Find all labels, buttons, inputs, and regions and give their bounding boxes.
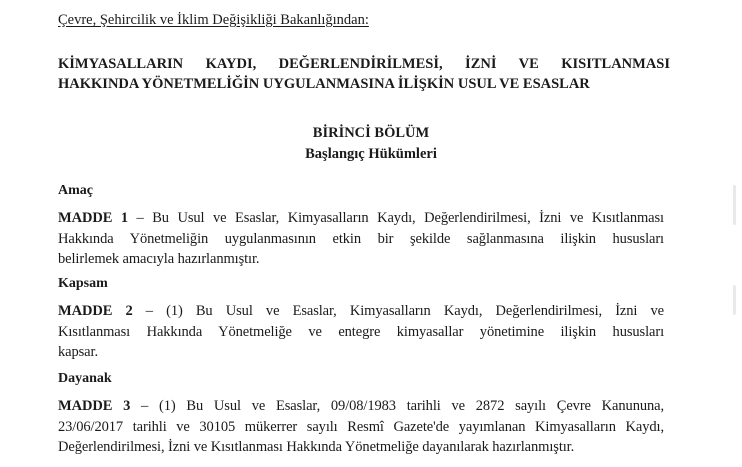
document-title-line-1: KİMYASALLARIN KAYDI, DEĞERLENDİRİLMESİ, İZNİ VE KISITLANMASI	[58, 56, 670, 72]
article-2-body	[58, 301, 664, 363]
article-1-heading: Amaç	[58, 183, 93, 198]
article-2-heading: Kapsam	[58, 276, 108, 291]
article-3-heading: Dayanak	[58, 371, 112, 386]
document-title-line-2: HAKKINDA YÖNETMELİĞİN UYGULANMASINA İLİŞKİN USUL VE ESASLAR	[58, 76, 590, 92]
section-heading: BİRİNCİ BÖLÜM	[312, 125, 430, 141]
article-1-label: MADDE 1	[58, 210, 128, 226]
article-2-label: MADDE 2	[58, 303, 133, 319]
ministry-heading: Çevre, Şehircilik ve İklim Değişikliği Bakanlığından:	[58, 12, 369, 28]
article-2-line-3: kapsar.	[58, 344, 98, 360]
article-1-line-1: MADDE 1 – Bu Usul ve Esaslar, Kimyasalların Kaydı, Değerlendirilmesi, İzni ve Kısıtlanması	[58, 210, 664, 226]
section-subheading: Başlangıç Hükümleri	[305, 146, 437, 162]
article-3-line-3: Değerlendirilmesi, İzni ve Kısıtlanması Hakkında Yönetmeliğe dayanılarak hazırlanmıştır.	[58, 439, 575, 455]
article-3-body	[58, 396, 664, 458]
scan-edge-mark	[733, 185, 736, 225]
article-3-line-1: MADDE 3 – (1) Bu Usul ve Esaslar, 09/08/1983 tarihli ve 2872 sayılı Çevre Kanununa,	[58, 398, 664, 414]
article-1-line-2: Hakkında Yönetmeliğin uygulanmasının etkin bir şekilde sağlanmasına ilişkin hususları	[58, 230, 664, 247]
article-2-line-2: Kısıtlanması Hakkında Yönetmeliğe ve entegre kimyasallar yönetimine ilişkin hususları	[58, 323, 664, 340]
article-1-body	[58, 208, 664, 270]
article-3-label: MADDE 3	[58, 398, 131, 414]
article-2-line-1: MADDE 2 – (1) Bu Usul ve Esaslar, Kimyasalların Kaydı, Değerlendirilmesi, İzni ve	[58, 303, 664, 319]
article-3-line-2: 23/06/2017 tarihli ve 30105 mükerrer sayılı Resmî Gazete'de yayımlanan Kimyasalların Kaydı,	[58, 418, 664, 435]
scan-edge-mark	[733, 285, 736, 315]
document-title	[58, 54, 670, 94]
article-1-line-3: belirlemek amacıyla hazırlanmıştır.	[58, 251, 260, 267]
